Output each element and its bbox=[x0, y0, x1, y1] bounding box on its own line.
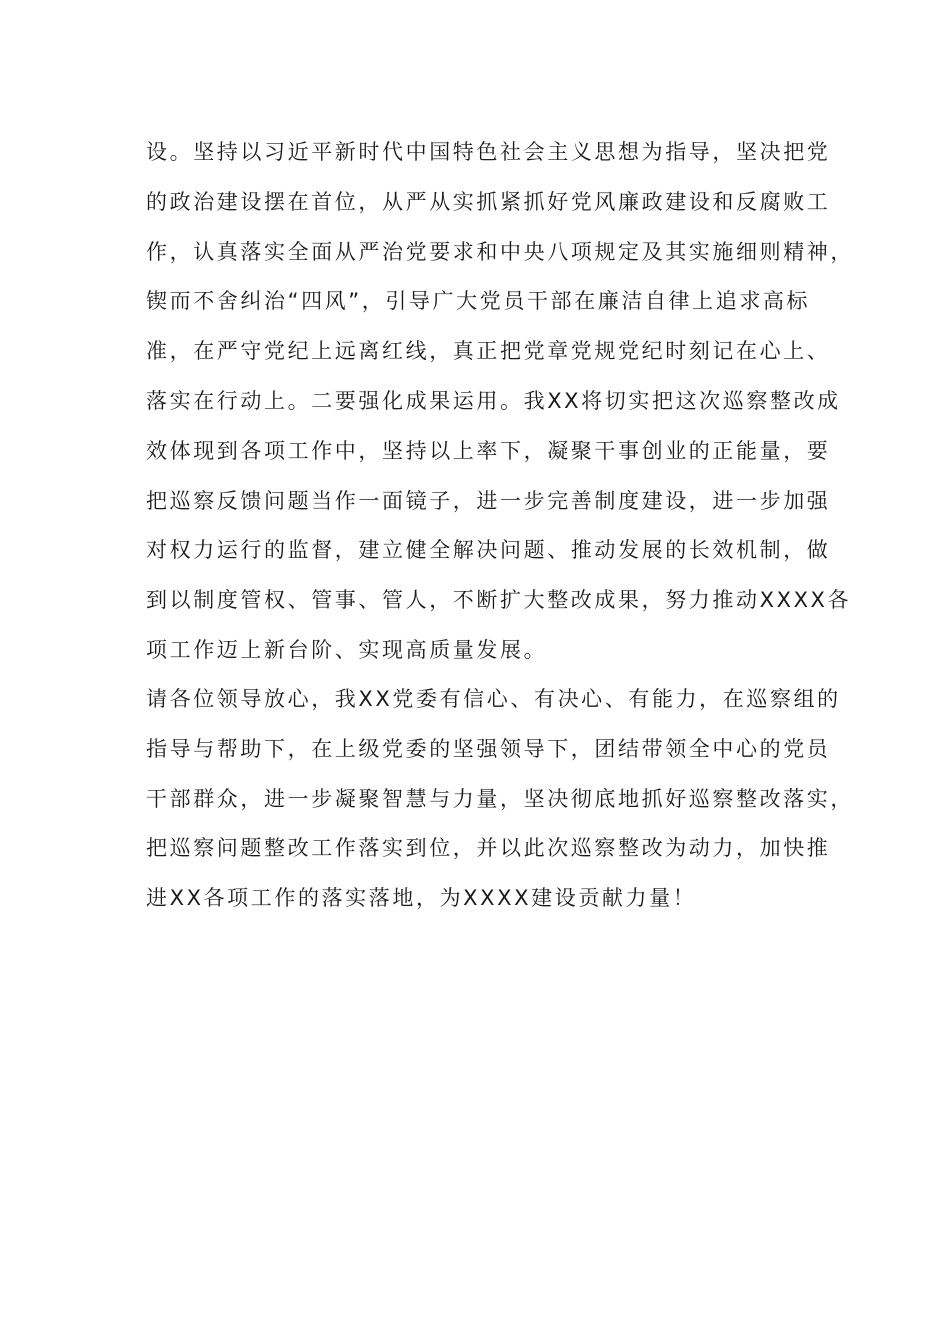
text-line: 锲而不舍纠治“四风”，引导广大党员干部在廉洁自律上追求高标 bbox=[146, 289, 811, 314]
paragraph-2 bbox=[146, 679, 854, 928]
text-line: 的政治建设摆在首位，从严从实抓紧抓好党风廉政建设和反腐败工 bbox=[146, 189, 831, 214]
text-line: 把巡察反馈问题当作一面镜子，进一步完善制度建设，进一步加强 bbox=[146, 488, 831, 513]
text-line: 效体现到各项工作中，坚持以上率下，凝聚干事创业的正能量，要 bbox=[146, 438, 831, 463]
text-line: 进XX各项工作的落实落地，为XXXX建设贡献力量！ bbox=[146, 886, 697, 911]
text-line: 准，在严守党纪上远离红线，真正把党章党规党纪时刻记在心上、 bbox=[146, 339, 831, 364]
text-line: 项工作迈上新台阶、实现高质量发展。 bbox=[146, 637, 548, 662]
text-line: 把巡察问题整改工作落实到位，并以此次巡察整改为动力，加快推 bbox=[146, 836, 831, 861]
text-line: 设。坚持以习近平新时代中国特色社会主义思想为指导，坚决把党 bbox=[146, 140, 831, 164]
text-line: 到以制度管权、管事、管人，不断扩大整改成果，努力推动XXXX各 bbox=[146, 588, 852, 613]
text-line: 指导与帮助下，在上级党委的坚强领导下，团结带领全中心的党员 bbox=[146, 736, 831, 761]
text-line: 请各位领导放心，我XX党委有信心、有决心、有能力，在巡察组的 bbox=[146, 687, 841, 711]
paragraph-1 bbox=[146, 132, 854, 680]
text-line: 落实在行动上。二要强化成果运用。我XX将切实把这次巡察整改成 bbox=[146, 388, 841, 413]
text-line: 干部群众，进一步凝聚智慧与力量，坚决彻底地抓好巡察整改落实， bbox=[146, 786, 854, 811]
text-line: 对权力运行的监督，建立健全解决问题、推动发展的长效机制，做 bbox=[146, 538, 831, 563]
text-line: 作，认真落实全面从严治党要求和中央八项规定及其实施细则精神， bbox=[146, 239, 854, 264]
